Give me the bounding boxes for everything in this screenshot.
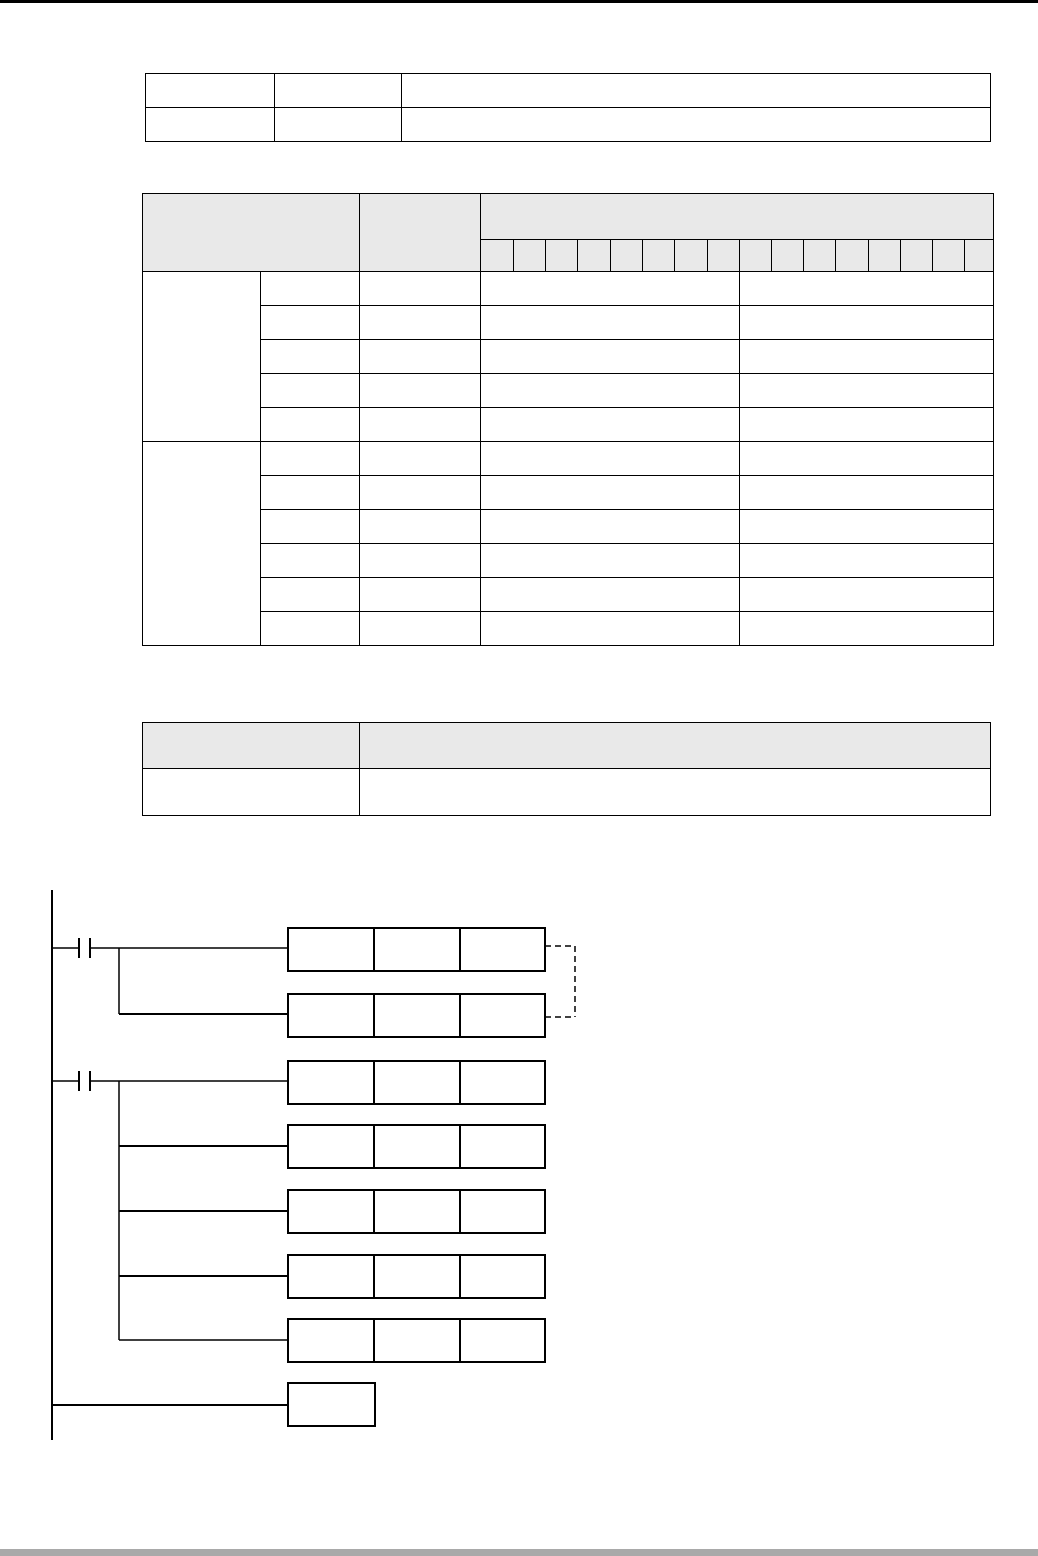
table-cell [360, 340, 481, 374]
table-cell [481, 544, 740, 578]
bits-header-cell [481, 194, 994, 240]
table-cell [360, 612, 481, 646]
table-cell [360, 544, 481, 578]
table-cell [740, 578, 994, 612]
ladder-end-rung [52, 1383, 375, 1426]
table-cell [360, 408, 481, 442]
table-cell [261, 374, 360, 408]
bit-header-cell [514, 240, 546, 272]
table-row [143, 476, 994, 510]
table-cell [275, 108, 402, 142]
table-cell [360, 476, 481, 510]
bit-header-cell [804, 240, 836, 272]
bit-header-cell [611, 240, 643, 272]
table-cell [261, 408, 360, 442]
table-row [143, 578, 994, 612]
ladder-rung-2 [52, 1061, 545, 1362]
table-cell [360, 578, 481, 612]
bit-header-cell [933, 240, 965, 272]
instruction-box [288, 1190, 545, 1233]
page-header-rule [0, 0, 1038, 3]
table-cell [740, 306, 994, 340]
table-row [143, 272, 994, 306]
group-header-cell [143, 194, 360, 272]
table-cell [481, 442, 740, 476]
table-row [146, 74, 991, 108]
table-cell [481, 476, 740, 510]
ladder-rung-1 [52, 928, 575, 1037]
table-cell [740, 510, 994, 544]
description-table [142, 722, 991, 816]
table-cell [481, 612, 740, 646]
table-cell [481, 306, 740, 340]
table-cell [261, 578, 360, 612]
table-header-cell [143, 723, 360, 769]
table-cell [740, 544, 994, 578]
table-cell [740, 340, 994, 374]
table-cell [740, 612, 994, 646]
table-cell [261, 510, 360, 544]
instruction-box [288, 1125, 545, 1168]
column-header-cell [360, 194, 481, 272]
bit-header-cell [546, 240, 578, 272]
table-cell [261, 306, 360, 340]
table-cell [481, 340, 740, 374]
table-header-cell [360, 723, 991, 769]
table-row [143, 306, 994, 340]
table-cell [261, 612, 360, 646]
table-cell [143, 769, 360, 816]
page-footer-rule [0, 1549, 1038, 1556]
table-row [143, 442, 994, 476]
table-cell [261, 340, 360, 374]
table-cell [481, 272, 740, 306]
table-cell [360, 510, 481, 544]
bit-header-cell [708, 240, 740, 272]
table-cell [360, 769, 991, 816]
table-cell [360, 306, 481, 340]
table-cell [402, 108, 991, 142]
table-cell [402, 74, 991, 108]
table-cell [360, 272, 481, 306]
table-row [143, 408, 994, 442]
group-label-cell [143, 272, 261, 442]
table-header-row [143, 194, 994, 240]
bit-header-cell [869, 240, 901, 272]
bit-header-cell [675, 240, 708, 272]
table-cell [146, 108, 275, 142]
table-row [143, 769, 991, 816]
ladder-diagram [0, 880, 1038, 1460]
table-cell [740, 374, 994, 408]
bit-header-cell [481, 240, 514, 272]
bit-header-cell [740, 240, 772, 272]
table-row [146, 108, 991, 142]
table-row [143, 510, 994, 544]
table-row [143, 544, 994, 578]
table-cell [481, 374, 740, 408]
table-row [143, 374, 994, 408]
table-header-row [143, 723, 991, 769]
bit-header-cell [836, 240, 869, 272]
table-cell [261, 272, 360, 306]
end-instruction-box [288, 1383, 375, 1426]
table-cell [740, 272, 994, 306]
bit-header-cell [578, 240, 611, 272]
bit-header-cell [965, 240, 994, 272]
table-row [143, 340, 994, 374]
table-cell [261, 544, 360, 578]
table-cell [360, 442, 481, 476]
instruction-box [288, 1319, 545, 1362]
table-cell [261, 442, 360, 476]
table-cell [481, 510, 740, 544]
table-cell [261, 476, 360, 510]
instruction-box [288, 994, 545, 1037]
group-label-cell [143, 442, 261, 646]
table-cell [360, 374, 481, 408]
table-cell [146, 74, 275, 108]
bit-header-cell [772, 240, 804, 272]
table-cell [740, 442, 994, 476]
table-cell [740, 408, 994, 442]
bit-header-cell [901, 240, 933, 272]
instruction-box [288, 1061, 545, 1104]
table-cell [481, 578, 740, 612]
contact-symbol [79, 938, 90, 958]
info-table [145, 73, 991, 142]
contact-symbol [79, 1071, 90, 1091]
bit-header-cell [643, 240, 675, 272]
table-cell [275, 74, 402, 108]
register-bit-table [142, 193, 994, 646]
instruction-box [288, 1255, 545, 1298]
dashed-link [545, 946, 575, 1017]
table-cell [481, 408, 740, 442]
table-cell [740, 476, 994, 510]
table-row [143, 612, 994, 646]
instruction-box [288, 928, 545, 971]
